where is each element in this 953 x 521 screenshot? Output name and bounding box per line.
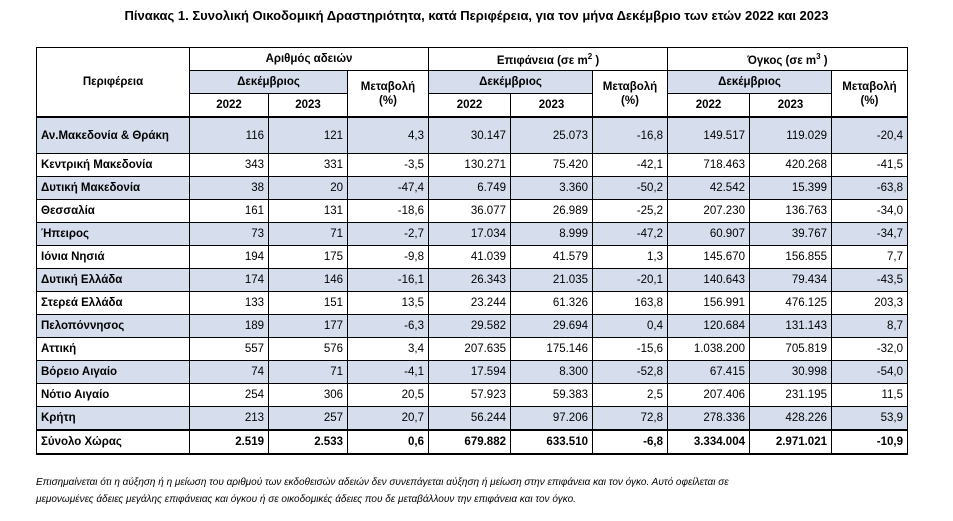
value-cell: 2.519	[190, 430, 269, 454]
table-row	[37, 269, 908, 292]
value-cell: 72,8	[593, 407, 668, 431]
value-cell: 17.034	[429, 223, 511, 246]
header-permits: Αριθμός αδειών	[190, 48, 429, 71]
value-cell: 79.434	[750, 269, 832, 292]
value-cell: 146	[269, 269, 348, 292]
value-cell: -47,4	[348, 177, 429, 200]
region-cell: Θεσσαλία	[37, 200, 190, 223]
value-cell: 36.077	[429, 200, 511, 223]
value-cell: 38	[190, 177, 269, 200]
header-year-2022: 2022	[668, 94, 750, 118]
value-cell: -41,5	[832, 154, 908, 177]
building-activity-table	[36, 47, 908, 455]
footnote-line-2: μεμονωμένες άδειες μεγάλης επιφάνειας και όγκου ή σε οικοδομικές άδειες που δε μεταβάλλουν την επιφάνεια και τον όγκο.	[36, 494, 576, 505]
value-cell: 705.819	[750, 338, 832, 361]
table-body	[37, 117, 908, 454]
value-cell: 161	[190, 200, 269, 223]
value-cell: 3.360	[511, 177, 593, 200]
value-cell: 133	[190, 292, 269, 315]
value-cell: 175.146	[511, 338, 593, 361]
value-cell: 71	[269, 223, 348, 246]
value-cell: 420.268	[750, 154, 832, 177]
value-cell: 61.326	[511, 292, 593, 315]
value-cell: 3.334.004	[668, 430, 750, 454]
table-row	[37, 154, 908, 177]
footnote	[36, 474, 916, 508]
value-cell: -52,8	[593, 361, 668, 384]
value-cell: -34,0	[832, 200, 908, 223]
region-cell: Στερεά Ελλάδα	[37, 292, 190, 315]
value-cell: 116	[190, 117, 269, 154]
value-cell: 6.749	[429, 177, 511, 200]
value-cell: 156.855	[750, 246, 832, 269]
header-year-2023: 2023	[750, 94, 832, 118]
value-cell: 20,7	[348, 407, 429, 431]
value-cell: 343	[190, 154, 269, 177]
region-cell: Ήπειρος	[37, 223, 190, 246]
table-row	[37, 200, 908, 223]
value-cell: 20	[269, 177, 348, 200]
value-cell: 136.763	[750, 200, 832, 223]
region-cell: Αττική	[37, 338, 190, 361]
table-row	[37, 246, 908, 269]
footnote-line-1: Επισημαίνεται ότι η αύξηση ή η μείωση του αριθμού των εκδοθεισών αδειών δεν συνεπάγεται αύξηση ή μείωση στην επιφάνεια και τον όγκο. Αυτό οφείλεται σε	[36, 477, 729, 488]
table-row	[37, 117, 908, 154]
value-cell: 119.029	[750, 117, 832, 154]
table-row	[37, 407, 908, 431]
value-cell: 1,3	[593, 246, 668, 269]
table-row	[37, 177, 908, 200]
value-cell: 145.670	[668, 246, 750, 269]
header-area: Επιφάνεια (σε $m^2$ )	[429, 48, 668, 71]
value-cell: 7,7	[832, 246, 908, 269]
value-cell: -25,2	[593, 200, 668, 223]
value-cell: 15.399	[750, 177, 832, 200]
region-cell: Νότιο Αιγαίο	[37, 384, 190, 407]
value-cell: 41.579	[511, 246, 593, 269]
value-cell: 174	[190, 269, 269, 292]
value-cell: -18,6	[348, 200, 429, 223]
value-cell: 75.420	[511, 154, 593, 177]
table-row	[37, 292, 908, 315]
value-cell: 156.991	[668, 292, 750, 315]
value-cell: 131.143	[750, 315, 832, 338]
value-cell: -54,0	[832, 361, 908, 384]
value-cell: 0,4	[593, 315, 668, 338]
value-cell: -4,1	[348, 361, 429, 384]
value-cell: 163,8	[593, 292, 668, 315]
value-cell: -63,8	[832, 177, 908, 200]
value-cell: 203,3	[832, 292, 908, 315]
value-cell: 26.989	[511, 200, 593, 223]
total-row	[37, 430, 908, 454]
value-cell: 39.767	[750, 223, 832, 246]
value-cell: 59.383	[511, 384, 593, 407]
region-cell: Αν.Μακεδονία & Θράκη	[37, 117, 190, 154]
table-row	[37, 384, 908, 407]
value-cell: 26.343	[429, 269, 511, 292]
value-cell: 8,7	[832, 315, 908, 338]
value-cell: 718.463	[668, 154, 750, 177]
value-cell: -3,5	[348, 154, 429, 177]
value-cell: 41.039	[429, 246, 511, 269]
value-cell: -47,2	[593, 223, 668, 246]
value-cell: 149.517	[668, 117, 750, 154]
value-cell: -9,8	[348, 246, 429, 269]
header-region: Περιφέρεια	[37, 48, 190, 118]
header-month-permits: Δεκέμβριος	[190, 71, 348, 94]
value-cell: 257	[269, 407, 348, 431]
value-cell: -42,1	[593, 154, 668, 177]
value-cell: 13,5	[348, 292, 429, 315]
value-cell: -50,2	[593, 177, 668, 200]
value-cell: 30.147	[429, 117, 511, 154]
value-cell: 140.643	[668, 269, 750, 292]
header-change-volume: Μεταβολή (%)	[832, 71, 908, 118]
value-cell: 331	[269, 154, 348, 177]
value-cell: 2.533	[269, 430, 348, 454]
header-month-area: Δεκέμβριος	[429, 71, 593, 94]
value-cell: 175	[269, 246, 348, 269]
value-cell: 97.206	[511, 407, 593, 431]
value-cell: 2,5	[593, 384, 668, 407]
value-cell: 11,5	[832, 384, 908, 407]
value-cell: 254	[190, 384, 269, 407]
value-cell: 73	[190, 223, 269, 246]
header-change-area: Μεταβολή (%)	[593, 71, 668, 118]
value-cell: 557	[190, 338, 269, 361]
header-month-volume: Δεκέμβριος	[668, 71, 832, 94]
region-cell: Κρήτη	[37, 407, 190, 431]
value-cell: 131	[269, 200, 348, 223]
value-cell: 576	[269, 338, 348, 361]
value-cell: 130.271	[429, 154, 511, 177]
value-cell: -15,6	[593, 338, 668, 361]
value-cell: -34,7	[832, 223, 908, 246]
value-cell: 476.125	[750, 292, 832, 315]
value-cell: 74	[190, 361, 269, 384]
value-cell: 4,3	[348, 117, 429, 154]
value-cell: 213	[190, 407, 269, 431]
table-row	[37, 315, 908, 338]
value-cell: 278.336	[668, 407, 750, 431]
value-cell: 8.999	[511, 223, 593, 246]
value-cell: -6,3	[348, 315, 429, 338]
value-cell: 1.038.200	[668, 338, 750, 361]
value-cell: 56.244	[429, 407, 511, 431]
value-cell: 679.882	[429, 430, 511, 454]
value-cell: 207.635	[429, 338, 511, 361]
value-cell: -16,1	[348, 269, 429, 292]
value-cell: 42.542	[668, 177, 750, 200]
region-cell: Βόρειο Αιγαίο	[37, 361, 190, 384]
value-cell: 633.510	[511, 430, 593, 454]
value-cell: 20,5	[348, 384, 429, 407]
value-cell: -16,8	[593, 117, 668, 154]
value-cell: 29.582	[429, 315, 511, 338]
value-cell: 207.406	[668, 384, 750, 407]
header-year-2022: 2022	[190, 94, 269, 118]
header-volume: Όγκος (σε $m^3$ )	[668, 48, 908, 71]
value-cell: 189	[190, 315, 269, 338]
header-year-2022: 2022	[429, 94, 511, 118]
value-cell: 194	[190, 246, 269, 269]
value-cell: 121	[269, 117, 348, 154]
table-row	[37, 361, 908, 384]
table-row	[37, 338, 908, 361]
value-cell: 306	[269, 384, 348, 407]
region-cell: Κεντρική Μακεδονία	[37, 154, 190, 177]
value-cell: -10,9	[832, 430, 908, 454]
region-cell: Ιόνια Νησιά	[37, 246, 190, 269]
table-row	[37, 223, 908, 246]
value-cell: 0,6	[348, 430, 429, 454]
value-cell: 71	[269, 361, 348, 384]
region-cell: Δυτική Μακεδονία	[37, 177, 190, 200]
value-cell: 21.035	[511, 269, 593, 292]
value-cell: -32,0	[832, 338, 908, 361]
value-cell: 57.923	[429, 384, 511, 407]
value-cell: 120.684	[668, 315, 750, 338]
value-cell: 151	[269, 292, 348, 315]
header-year-2023: 2023	[511, 94, 593, 118]
value-cell: 60.907	[668, 223, 750, 246]
value-cell: 177	[269, 315, 348, 338]
value-cell: -20,1	[593, 269, 668, 292]
value-cell: 3,4	[348, 338, 429, 361]
value-cell: -2,7	[348, 223, 429, 246]
header-change-permits: Μεταβολή (%)	[348, 71, 429, 118]
value-cell: 25.073	[511, 117, 593, 154]
region-cell: Δυτική Ελλάδα	[37, 269, 190, 292]
value-cell: 23.244	[429, 292, 511, 315]
region-cell: Σύνολο Χώρας	[37, 430, 190, 454]
value-cell: 231.195	[750, 384, 832, 407]
header-year-2023: 2023	[269, 94, 348, 118]
value-cell: 2.971.021	[750, 430, 832, 454]
value-cell: 17.594	[429, 361, 511, 384]
table-title: Πίνακας 1. Συνολική Οικοδομική Δραστηριότητα, κατά Περιφέρεια, για τον μήνα Δεκέμβριο των ετών 2022 και 2023	[124, 8, 829, 23]
value-cell: 53,9	[832, 407, 908, 431]
value-cell: 428.226	[750, 407, 832, 431]
value-cell: 30.998	[750, 361, 832, 384]
value-cell: -43,5	[832, 269, 908, 292]
value-cell: 207.230	[668, 200, 750, 223]
region-cell: Πελοπόννησος	[37, 315, 190, 338]
value-cell: 29.694	[511, 315, 593, 338]
value-cell: 67.415	[668, 361, 750, 384]
value-cell: 8.300	[511, 361, 593, 384]
value-cell: -6,8	[593, 430, 668, 454]
value-cell: -20,4	[832, 117, 908, 154]
